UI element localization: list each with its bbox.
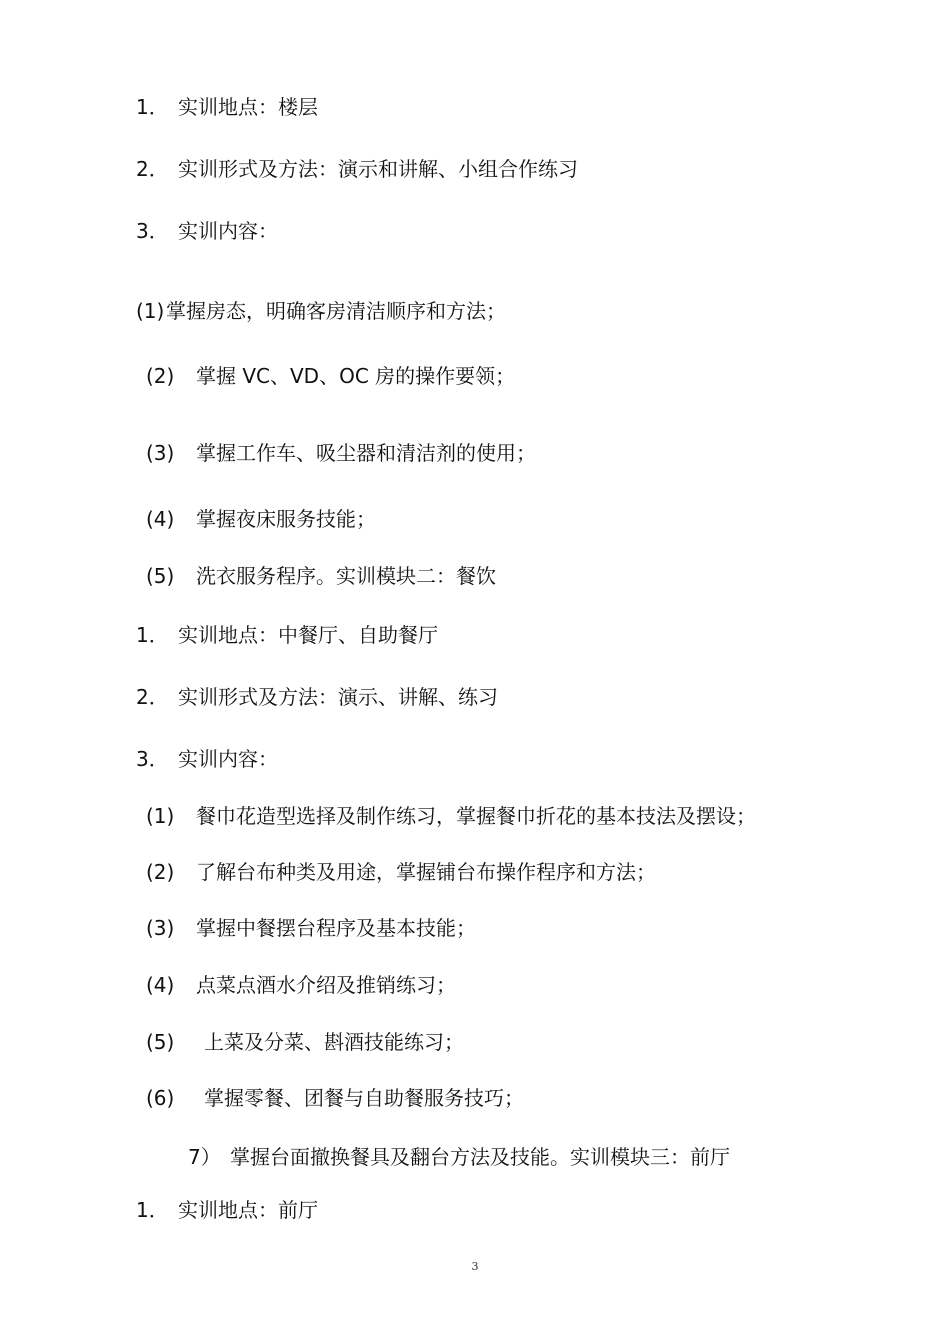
item-number: 1．	[136, 623, 169, 647]
line-method	[136, 155, 578, 183]
line-location	[136, 93, 318, 121]
page-number: 3	[471, 1260, 479, 1273]
item-number: (2)	[146, 860, 175, 884]
item-text: 点菜点酒水介绍及推销练习；	[196, 973, 456, 997]
item-number: 2．	[136, 685, 169, 709]
item-text: 实训内容：	[178, 747, 278, 771]
content-item	[146, 914, 476, 942]
content-item	[188, 1143, 730, 1171]
item-text: 掌握 VC、VD、OC 房的操作要领；	[196, 364, 516, 388]
item-number: (2)	[146, 364, 175, 388]
item-text: 实训内容：	[178, 219, 278, 243]
item-text: 实训地点：前厅	[178, 1198, 318, 1222]
content-item	[146, 1084, 524, 1112]
item-number: (5)	[146, 564, 175, 588]
content-item	[146, 362, 515, 390]
item-number: (1)	[136, 299, 165, 323]
item-text: 实训形式及方法：演示和讲解、小组合作练习	[178, 157, 578, 181]
item-text: 掌握工作车、吸尘器和清洁剂的使用；	[196, 441, 536, 465]
content-item	[146, 1028, 464, 1056]
item-text: 掌握台面撤换餐具及翻台方法及技能。实训模块三：前厅	[230, 1145, 730, 1169]
line-content	[136, 745, 278, 773]
line-content	[136, 217, 278, 245]
content-item	[146, 858, 656, 886]
item-text: 上菜及分菜、斟酒技能练习；	[204, 1030, 464, 1054]
item-text: 洗衣服务程序。实训模块二：餐饮	[196, 564, 496, 588]
content-item	[136, 297, 506, 325]
item-number: (4)	[146, 973, 175, 997]
content-item	[146, 505, 376, 533]
line-location	[136, 621, 438, 649]
item-number: (5)	[146, 1030, 175, 1054]
item-number: (1)	[146, 804, 175, 828]
item-text: 掌握房态，明确客房清洁顺序和方法；	[166, 299, 506, 323]
content-item	[146, 802, 756, 830]
content-item	[146, 971, 456, 999]
item-text: 掌握中餐摆台程序及基本技能；	[196, 916, 476, 940]
content-item	[146, 439, 536, 467]
item-number: 1．	[136, 1198, 169, 1222]
item-text: 实训形式及方法：演示、讲解、练习	[178, 685, 498, 709]
item-number: 2．	[136, 157, 169, 181]
item-number: 3．	[136, 219, 169, 243]
item-number: 3．	[136, 747, 169, 771]
item-number: 7）	[188, 1145, 221, 1169]
item-text: 实训地点：楼层	[178, 95, 318, 119]
item-number: (4)	[146, 507, 175, 531]
item-text: 餐巾花造型选择及制作练习，掌握餐巾折花的基本技法及摆设；	[196, 804, 756, 828]
item-text: 实训地点：中餐厅、自助餐厅	[178, 623, 438, 647]
item-text: 掌握夜床服务技能；	[196, 507, 376, 531]
line-location	[136, 1196, 318, 1224]
item-number: (3)	[146, 441, 175, 465]
item-number: (6)	[146, 1086, 175, 1110]
content-item	[146, 562, 496, 590]
item-text: 了解台布种类及用途，掌握铺台布操作程序和方法；	[196, 860, 656, 884]
item-text: 掌握零餐、团餐与自助餐服务技巧；	[204, 1086, 524, 1110]
item-number: (3)	[146, 916, 175, 940]
line-method	[136, 683, 498, 711]
item-number: 1．	[136, 95, 169, 119]
